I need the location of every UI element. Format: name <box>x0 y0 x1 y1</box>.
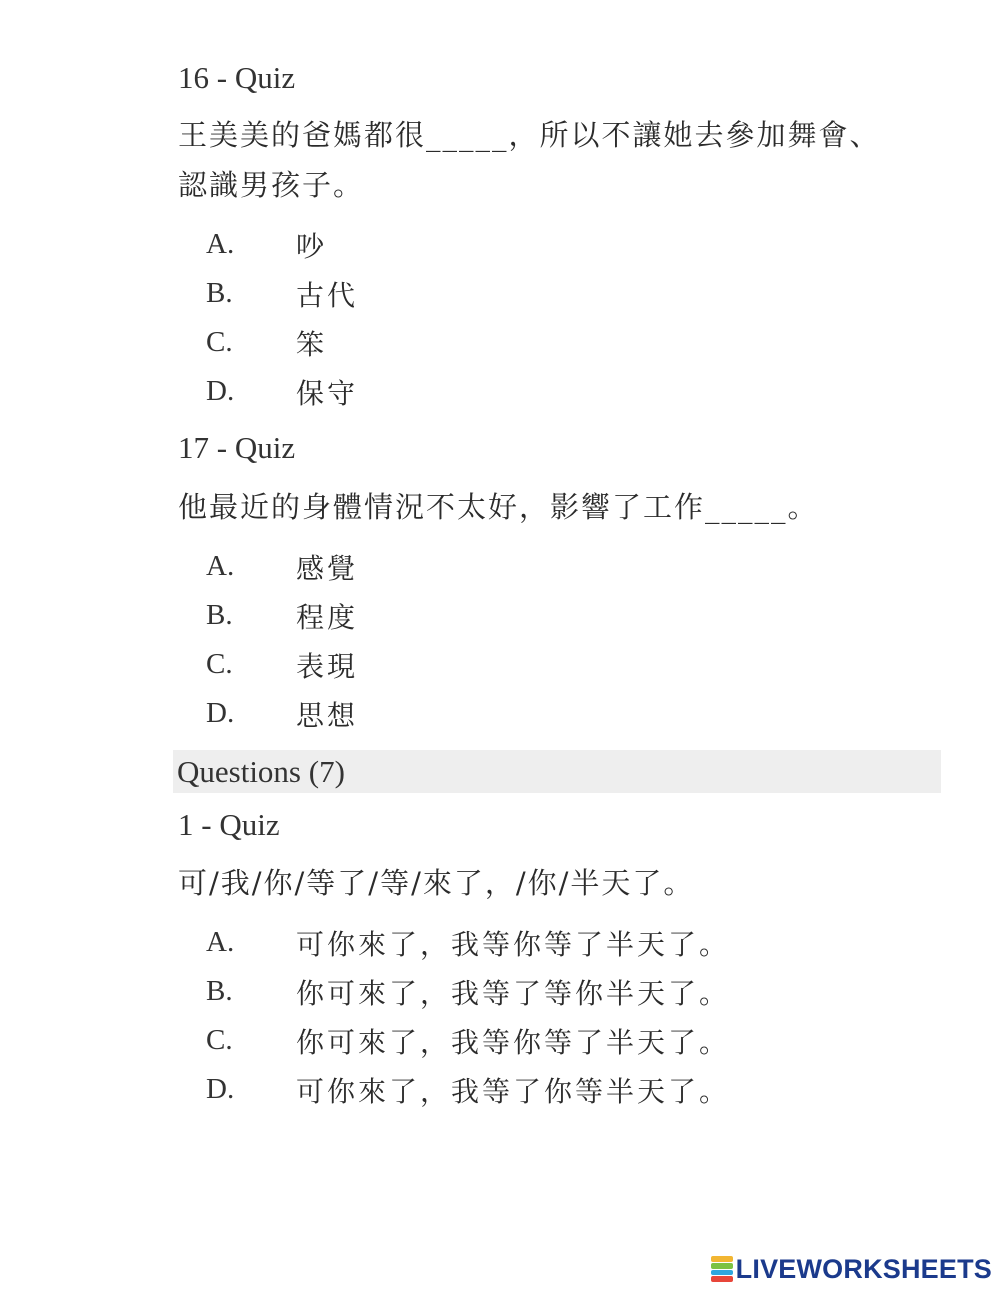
logo-bar <box>711 1256 733 1262</box>
option-a[interactable] <box>206 220 358 269</box>
brand-name: LIVEWORKSHEETS <box>735 1253 992 1284</box>
option-letter: C. <box>206 326 233 358</box>
logo-bar <box>711 1263 733 1269</box>
option-text: 可你來了，我等了你等半天了。 <box>296 1074 731 1108</box>
quiz-17-question <box>178 482 918 532</box>
quiz-17-title: 17 - Quiz <box>178 430 296 465</box>
option-d[interactable] <box>206 1065 730 1114</box>
quiz-1-question <box>178 858 918 908</box>
option-text: 你可來了，我等了等你半天了。 <box>296 976 731 1010</box>
option-c[interactable] <box>206 318 358 367</box>
option-b[interactable] <box>206 269 358 318</box>
option-text: 你可來了，我等你等了半天了。 <box>296 1025 731 1059</box>
quiz-16-question <box>178 110 918 210</box>
option-text: 可你來了，我等你等了半天了。 <box>296 927 731 961</box>
option-letter: C. <box>206 1024 233 1056</box>
quiz-16-options <box>206 220 358 416</box>
option-b[interactable] <box>206 967 730 1016</box>
option-b[interactable] <box>206 591 358 640</box>
logo-bar <box>711 1276 733 1282</box>
section-header-label: Questions (7) <box>177 753 345 789</box>
logo-bar <box>711 1270 733 1276</box>
quiz-17-options <box>206 542 358 738</box>
option-letter: B. <box>206 599 233 631</box>
option-letter: B. <box>206 277 233 309</box>
option-text: 表現 <box>296 649 359 683</box>
option-text: 思想 <box>296 698 359 732</box>
option-letter: B. <box>206 975 233 1007</box>
option-d[interactable] <box>206 367 358 416</box>
option-c[interactable] <box>206 1016 730 1065</box>
option-d[interactable] <box>206 689 358 738</box>
option-text: 吵 <box>296 229 328 263</box>
question-line: 他最近的身體情況不太好，影響了工作_____。 <box>178 490 819 524</box>
option-a[interactable] <box>206 918 730 967</box>
option-a[interactable] <box>206 542 358 591</box>
quiz-1-title: 1 - Quiz <box>178 807 280 842</box>
option-text: 感覺 <box>296 551 359 585</box>
quiz-1-options <box>206 918 730 1114</box>
option-letter: A. <box>206 550 235 582</box>
liveworksheets-logo-icon <box>711 1256 733 1282</box>
option-text: 程度 <box>296 600 359 634</box>
question-line: 王美美的爸媽都很_____，所以不讓她去參加舞會、 <box>178 118 881 152</box>
liveworksheets-brand <box>711 1254 992 1284</box>
option-text: 笨 <box>296 327 328 361</box>
option-letter: D. <box>206 375 235 407</box>
option-text: 保守 <box>296 376 359 410</box>
option-letter: A. <box>206 926 235 958</box>
option-text: 古代 <box>296 278 359 312</box>
option-letter: C. <box>206 648 233 680</box>
question-line: 可/我/你/等了/等/來了，/你/半天了。 <box>178 866 695 900</box>
questions-section-header <box>173 750 941 793</box>
question-line: 認識男孩子。 <box>178 168 365 202</box>
option-c[interactable] <box>206 640 358 689</box>
option-letter: D. <box>206 1073 235 1105</box>
quiz-16-title: 16 - Quiz <box>178 60 296 95</box>
option-letter: D. <box>206 697 235 729</box>
option-letter: A. <box>206 228 235 260</box>
